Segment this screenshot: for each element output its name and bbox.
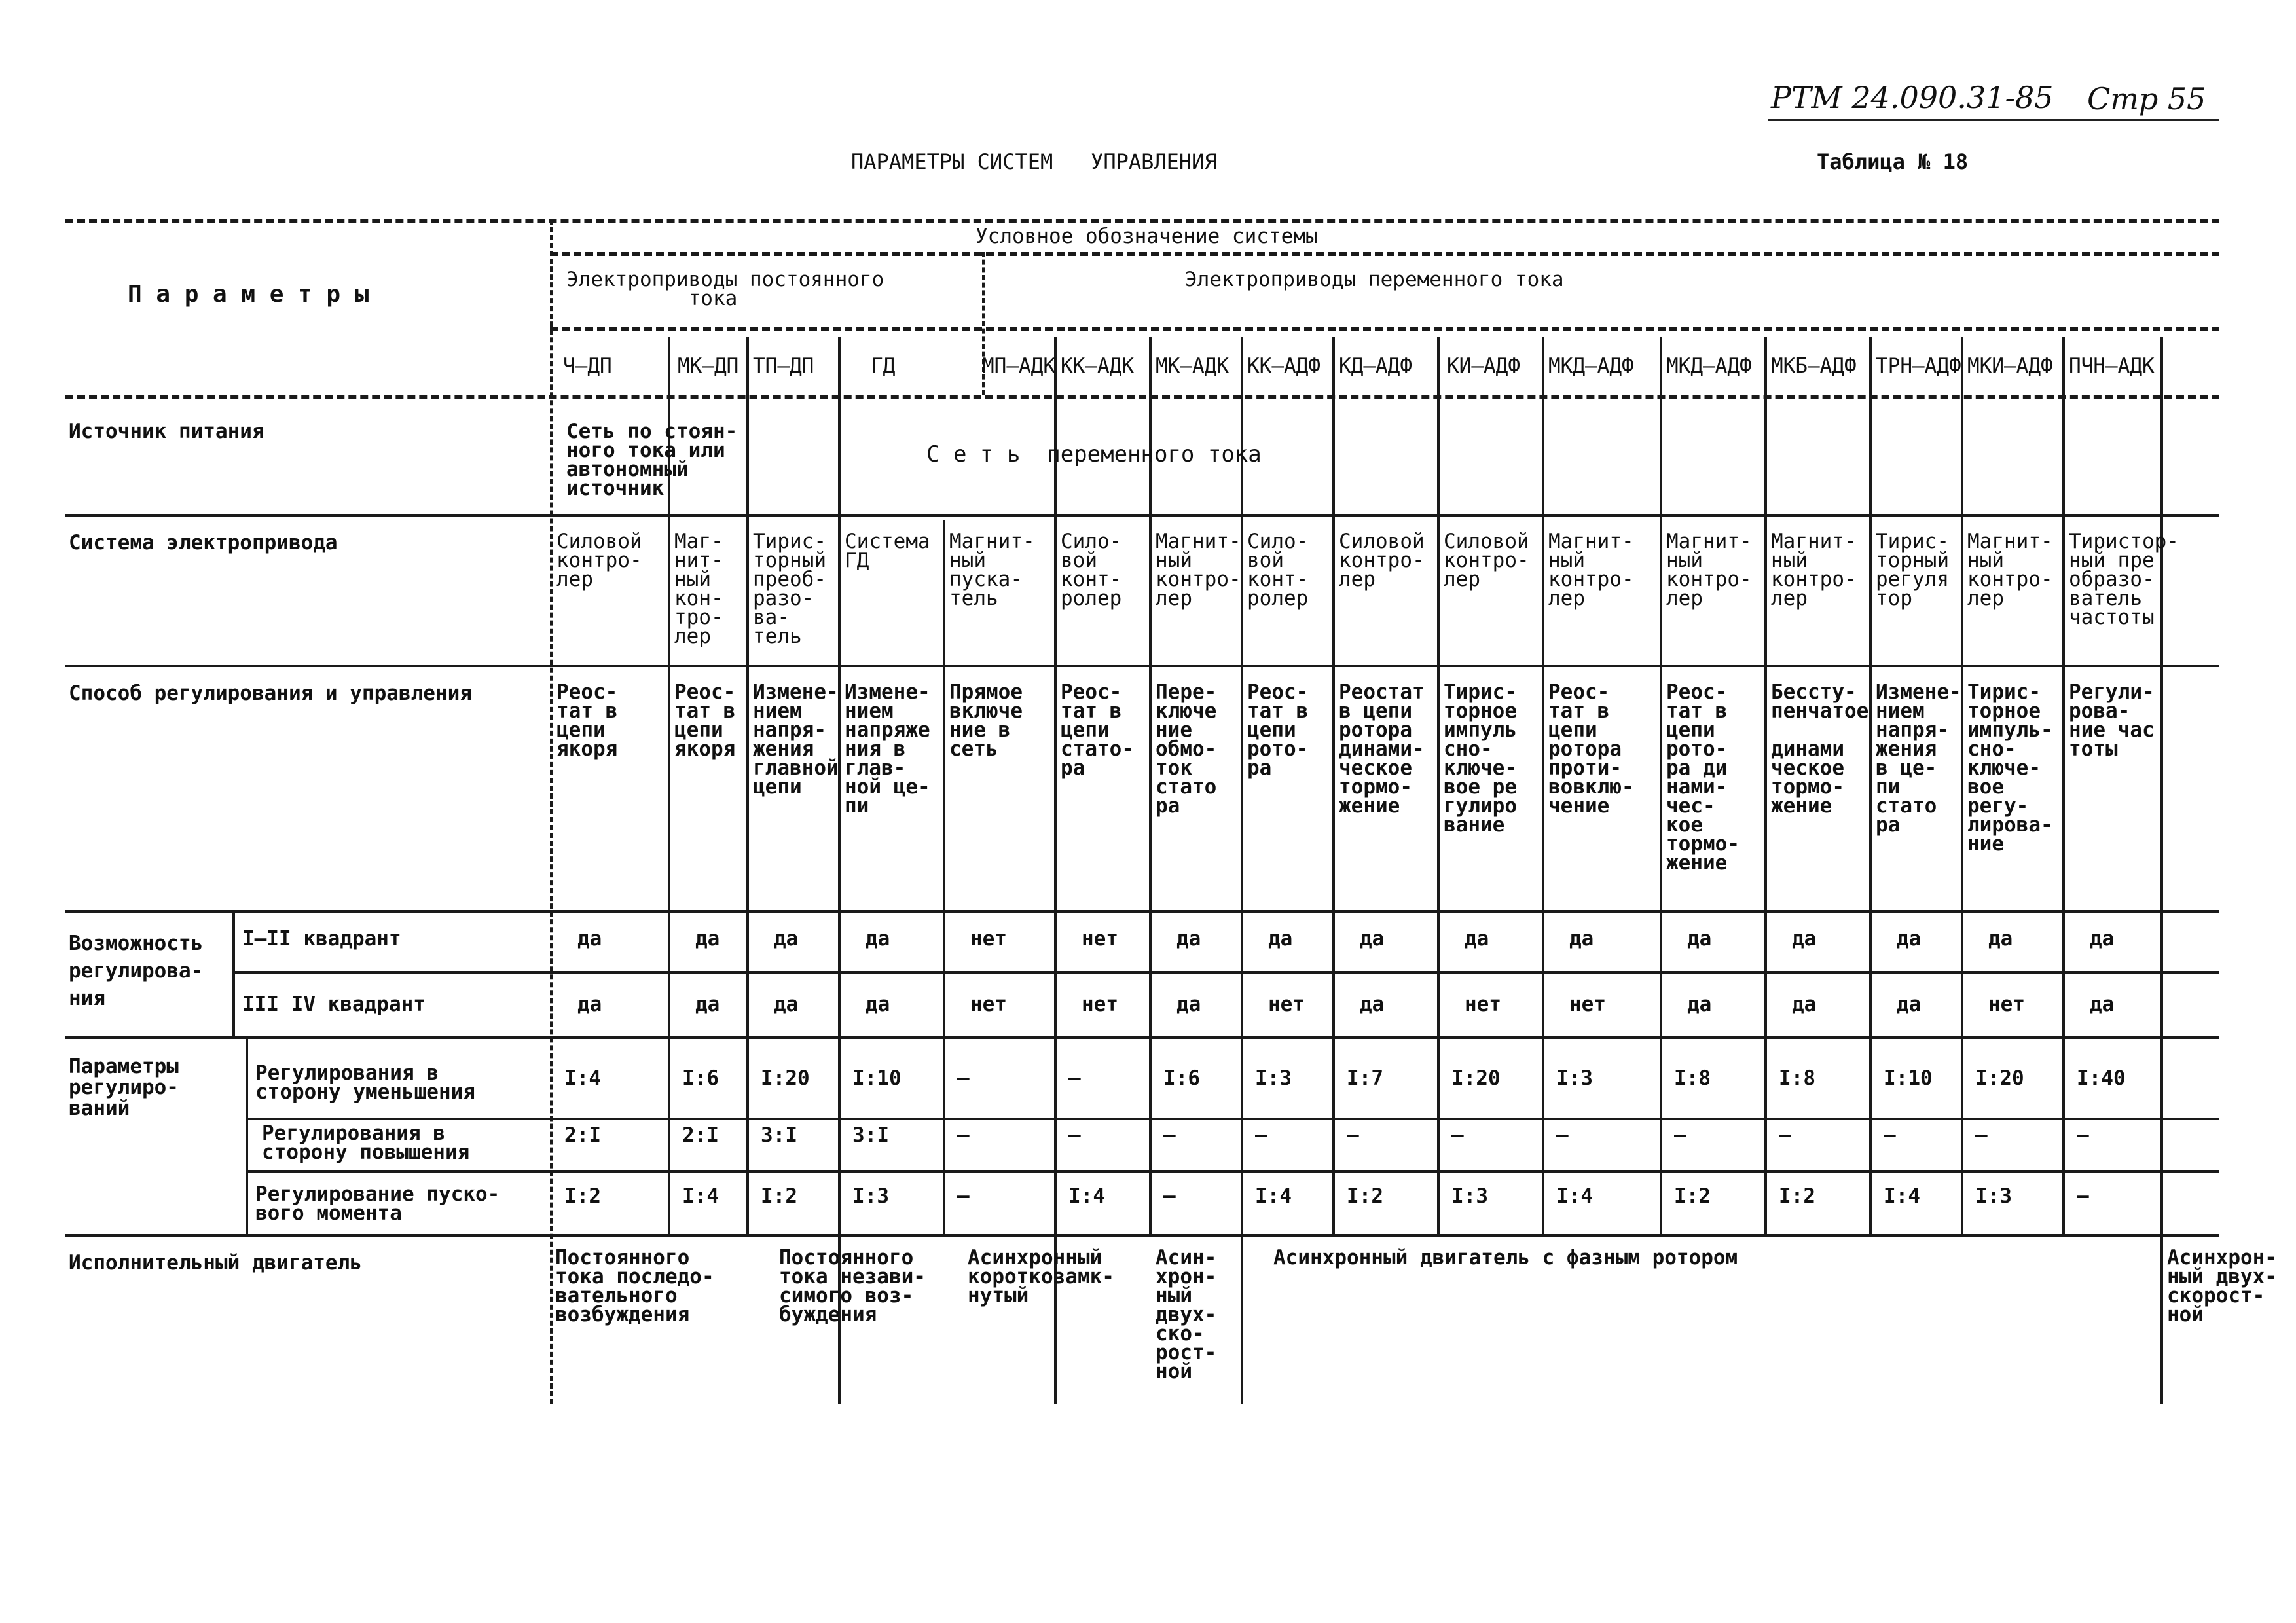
reduce-cell: I:8: [1779, 1067, 1815, 1090]
torque-cell: I:2: [761, 1184, 797, 1208]
page-title: ПАРАМЕТРЫ СИСТЕМ УПРАВЛЕНИЯ: [851, 149, 1217, 174]
divider-params-sub: [246, 1036, 248, 1234]
col-6: [1054, 337, 1057, 1404]
divider-source: [746, 395, 749, 514]
torque-cell: I:2: [564, 1184, 601, 1208]
document-reference: РТМ 24.090.31-85: [1771, 80, 2054, 115]
quad3-cell: да: [577, 993, 602, 1016]
reduce-cell: I:40: [2077, 1067, 2126, 1090]
header-underline: [1768, 119, 2219, 121]
rule-quad3: [65, 1036, 2219, 1039]
source-dc: Сеть по стоян- ного тока или автономный источник: [566, 420, 738, 500]
torque-cell: –: [1163, 1184, 1176, 1208]
quad3-cell: нет: [1988, 993, 2025, 1016]
torque-cell: I:2: [1347, 1184, 1383, 1208]
code-1: Ч–ДП: [563, 354, 612, 378]
quad3-cell: да: [866, 993, 890, 1016]
quad1-cell: да: [1268, 927, 1293, 951]
rule-quad1: [232, 971, 2219, 974]
method_cells-cell: Реос- тат в цепи стато- ра: [1061, 680, 1134, 780]
source-ac: С е т ь переменного тока: [926, 441, 1262, 467]
motor-async-two-speed: Асин- хрон- ный двух- ско- рост- ной: [1156, 1246, 1217, 1383]
ac-group-header: Электроприводы переменного тока: [1185, 268, 1564, 291]
quad1-cell: да: [695, 927, 720, 951]
reduce-cell: I:3: [1556, 1067, 1593, 1090]
divider-params: [550, 219, 553, 1404]
increase-label: Регулирования в сторону повышения: [262, 1122, 470, 1164]
method_cells-cell: Пере- ключе ние обмо- ток стато ра: [1156, 680, 1217, 818]
code-4: ГД: [871, 354, 896, 378]
quad1-cell: да: [2090, 927, 2115, 951]
motor-label: Исполнительный двигатель: [69, 1251, 362, 1275]
method_cells-cell: Измене- нием напря- жения в це- пи стато ра: [1876, 680, 1961, 837]
system-label: Система электропривода: [69, 531, 338, 555]
quad1-cell: да: [774, 927, 799, 951]
method_cells-cell: Реос- тат в цепи ротора проти- вовклю- чение: [1548, 680, 1634, 818]
method_cells-cell: Реос- тат в цепи рото- ра: [1247, 680, 1309, 780]
quad1-cell: да: [1792, 927, 1817, 951]
code-15: МКИ–АДФ: [1967, 354, 2053, 378]
increase-cell: 3:I: [761, 1123, 797, 1147]
quad1-cell: да: [1176, 927, 1201, 951]
motor-async-phase-rotor: Асинхронный двигатель с фазным ротором: [1273, 1246, 1738, 1269]
method_cells-cell: Тирис- торное импуль- сно- ключе- вое регу- лирова- ние: [1967, 680, 2053, 856]
system_cells-cell: Силовой контро- лер: [556, 530, 642, 591]
reduce-cell: –: [1068, 1067, 1081, 1090]
quad1-cell: да: [1687, 927, 1712, 951]
quad1-cell: да: [1897, 927, 1922, 951]
reduce-cell: I:6: [1163, 1067, 1200, 1090]
system_cells-cell: Силовой контро- лер: [1444, 530, 1529, 591]
page-number: Стр 55: [2087, 81, 2206, 117]
torque-cell: I:2: [1674, 1184, 1711, 1208]
rule-header-bottom: [65, 395, 2219, 399]
motor-dc-series: Постоянного тока последо- вательного возбуждения: [555, 1246, 714, 1326]
reduce-cell: I:20: [1451, 1067, 1501, 1090]
quad1-cell: нет: [1082, 927, 1118, 951]
code-11: МКД–АДФ: [1548, 354, 1634, 378]
reduce-cell: I:4: [564, 1067, 601, 1090]
quad3-cell: да: [1176, 993, 1201, 1016]
system_cells-cell: Магнит- ный контро- лер: [1771, 530, 1857, 610]
rule-increase: [246, 1170, 2219, 1173]
system_cells-cell: Тиристор- ный пре образо- ватель частоты: [2069, 530, 2179, 629]
system-designation-header: Условное обозначение системы: [975, 225, 1318, 248]
col-7: [1149, 337, 1152, 1234]
col-11: [1542, 337, 1544, 1234]
code-5: МП–АДК: [982, 354, 1055, 378]
system_cells-cell: Тирис- торный преоб- разо- ва- тель: [753, 530, 826, 648]
increase-cell: –: [1163, 1123, 1176, 1147]
code-7: МК–АДК: [1156, 354, 1229, 378]
code-2: МК–ДП: [678, 354, 739, 378]
system_cells-cell: Магнит- ный контро- лер: [1548, 530, 1634, 610]
increase-cell: –: [1884, 1123, 1896, 1147]
increase-cell: –: [1068, 1123, 1081, 1147]
quad1-cell: да: [577, 927, 602, 951]
system_cells-cell: Маг- нит- ный кон- тро- лер: [674, 530, 723, 648]
system_cells-cell: Тирис- торный регуля тор: [1876, 530, 1949, 610]
quad1-cell: да: [1988, 927, 2013, 951]
motor-dc-independent: Постоянного тока незави- симого воз- буждения: [779, 1246, 926, 1326]
rule-source: [65, 514, 2219, 517]
parameters-table: [65, 219, 2277, 1414]
system_cells-cell: Магнит- ный контро- лер: [1666, 530, 1752, 610]
system_cells-cell: Система ГД: [845, 530, 930, 572]
method_cells-cell: Бессту- пенчатое динами ческое тормо- жение: [1771, 680, 1869, 818]
increase-cell: –: [1556, 1123, 1569, 1147]
reduce-cell: I:6: [682, 1067, 719, 1090]
quad1-cell: да: [1360, 927, 1385, 951]
quad3-cell: да: [1792, 993, 1817, 1016]
reduce-cell: I:7: [1347, 1067, 1383, 1090]
rule-top: [65, 219, 2219, 223]
method_cells-cell: Рeoс- тат в цепи якоря: [556, 680, 618, 761]
method-label: Способ регулирования и управления: [69, 682, 472, 705]
reduce-label: Регулирования в сторону уменьшения: [255, 1061, 475, 1104]
rule-groups: [550, 327, 2219, 331]
rule-system: [65, 665, 2219, 667]
rule-method: [65, 910, 2219, 913]
quad3-cell: да: [1360, 993, 1385, 1016]
increase-cell: –: [1451, 1123, 1464, 1147]
code-8: КК–АДФ: [1247, 354, 1321, 378]
code-13: МКБ–АДФ: [1771, 354, 1857, 378]
quad3-cell: да: [2090, 993, 2115, 1016]
increase-cell: –: [1255, 1123, 1267, 1147]
quad1-cell: да: [866, 927, 890, 951]
quad3-cell: да: [774, 993, 799, 1016]
code-12: МКД–АДФ: [1666, 354, 1752, 378]
increase-cell: 3:I: [852, 1123, 889, 1147]
torque-cell: I:3: [852, 1184, 889, 1208]
col-9: [1332, 337, 1335, 1234]
rule-designation: [550, 252, 2219, 256]
code-10: КИ–АДФ: [1447, 354, 1520, 378]
torque-cell: I:4: [1884, 1184, 1920, 1208]
quad3-cell: да: [1687, 993, 1712, 1016]
system_cells-cell: Силовой контро- лер: [1339, 530, 1425, 591]
source-label: Источник питания: [69, 420, 264, 443]
method_cells-cell: Измене- нием напряже ния в глав- ной це- пи: [845, 680, 930, 818]
code-9: КД–АДФ: [1339, 354, 1412, 378]
method_cells-cell: Регули- рова- ние час тоты: [2069, 680, 2155, 761]
table-label: Таблица № 18: [1817, 149, 1969, 174]
increase-cell: –: [2077, 1123, 2089, 1147]
quad1-label: I–II квадрант: [242, 927, 401, 951]
quad3-cell: нет: [1465, 993, 1501, 1016]
method_cells-cell: Реостат в цепи ротора динами- ческое тормо- жение: [1339, 680, 1425, 818]
quad3-cell: нет: [1569, 993, 1606, 1016]
torque-cell: I:3: [1451, 1184, 1488, 1208]
quad1-cell: да: [1569, 927, 1594, 951]
increase-cell: 2:I: [682, 1123, 719, 1147]
motor-async-squirrel: Асинхронный короткозамк- нутый: [968, 1246, 1114, 1307]
torque-cell: I:4: [682, 1184, 719, 1208]
params-sub-label: Параметры регулиро- ваний: [69, 1055, 179, 1120]
torque-cell: I:3: [1975, 1184, 2012, 1208]
system_cells-cell: Сило- вой конт- ролер: [1247, 530, 1309, 610]
method_cells-cell: Измене- нием напря- жения главной цепи: [753, 680, 839, 799]
col-4: [838, 337, 841, 1404]
code-6: КК–АДК: [1061, 354, 1134, 378]
divider-quadrants: [232, 910, 235, 1036]
torque-label: Регулирование пуско- вого момента: [255, 1182, 500, 1225]
code-3: ТП–ДП: [753, 354, 814, 378]
increase-cell: –: [1674, 1123, 1686, 1147]
col-8: [1241, 337, 1243, 1404]
torque-cell: I:4: [1255, 1184, 1292, 1208]
params-header: П а р а м е т р ы: [128, 281, 369, 308]
torque-cell: –: [2077, 1184, 2089, 1208]
reduce-cell: I:10: [1884, 1067, 1933, 1090]
quad3-cell: нет: [1268, 993, 1305, 1016]
increase-cell: 2:I: [564, 1123, 601, 1147]
rule-reduce: [246, 1118, 2219, 1120]
increase-cell: –: [1347, 1123, 1359, 1147]
col-10: [1437, 337, 1440, 1234]
quad3-label: III IV квадрант: [242, 993, 426, 1016]
quad3-cell: нет: [1082, 993, 1118, 1016]
col-5: [943, 520, 945, 1234]
system_cells-cell: Магнит- ный контро- лер: [1967, 530, 2053, 610]
system_cells-cell: Магнит- ный контро- лер: [1156, 530, 1241, 610]
system_cells-cell: Магнит- ный пуска- тель: [949, 530, 1035, 610]
system_cells-cell: Сило- вой конт- ролер: [1061, 530, 1122, 610]
quad3-cell: да: [1897, 993, 1922, 1016]
reduce-cell: I:10: [852, 1067, 902, 1090]
torque-cell: I:4: [1068, 1184, 1105, 1208]
motor-async-two-speed-b: Асинхрон- ный двух- скорост- ной: [2167, 1246, 2277, 1326]
reduce-cell: I:3: [1255, 1067, 1292, 1090]
torque-cell: I:2: [1779, 1184, 1815, 1208]
possibility-label: Возможность регулирова- ния: [69, 932, 204, 1010]
method_cells-cell: Тирис- торное импуль сно- ключе- вое ре гулиро вание: [1444, 680, 1517, 837]
quad3-cell: да: [695, 993, 720, 1016]
torque-cell: I:4: [1556, 1184, 1593, 1208]
method_cells-cell: Прямое включе ние в сеть: [949, 680, 1023, 761]
quad1-cell: да: [1465, 927, 1489, 951]
method_cells-cell: Реос- тат в цепи рото- ра ди нами- чес- кое тормо- жение: [1666, 680, 1740, 875]
code-16: ПЧН–АДК: [2069, 354, 2155, 378]
col-17: [2160, 337, 2163, 1404]
increase-cell: –: [1975, 1123, 1988, 1147]
code-14: ТРН–АДФ: [1876, 354, 1961, 378]
col-16: [2062, 337, 2065, 1234]
dc-group-header: Электроприводы постоянного тока: [566, 268, 884, 310]
col-13: [1764, 337, 1767, 1234]
quad1-cell: нет: [970, 927, 1007, 951]
col-14: [1869, 337, 1872, 1234]
reduce-cell: I:20: [761, 1067, 810, 1090]
method_cells-cell: Реос- тат в цепи якоря: [674, 680, 736, 761]
reduce-cell: –: [957, 1067, 970, 1090]
reduce-cell: I:20: [1975, 1067, 2024, 1090]
quad3-cell: нет: [970, 993, 1007, 1016]
increase-cell: –: [1779, 1123, 1791, 1147]
torque-cell: –: [957, 1184, 970, 1208]
reduce-cell: I:8: [1674, 1067, 1711, 1090]
col-12: [1660, 337, 1662, 1234]
rule-torque: [65, 1234, 2219, 1237]
increase-cell: –: [957, 1123, 970, 1147]
